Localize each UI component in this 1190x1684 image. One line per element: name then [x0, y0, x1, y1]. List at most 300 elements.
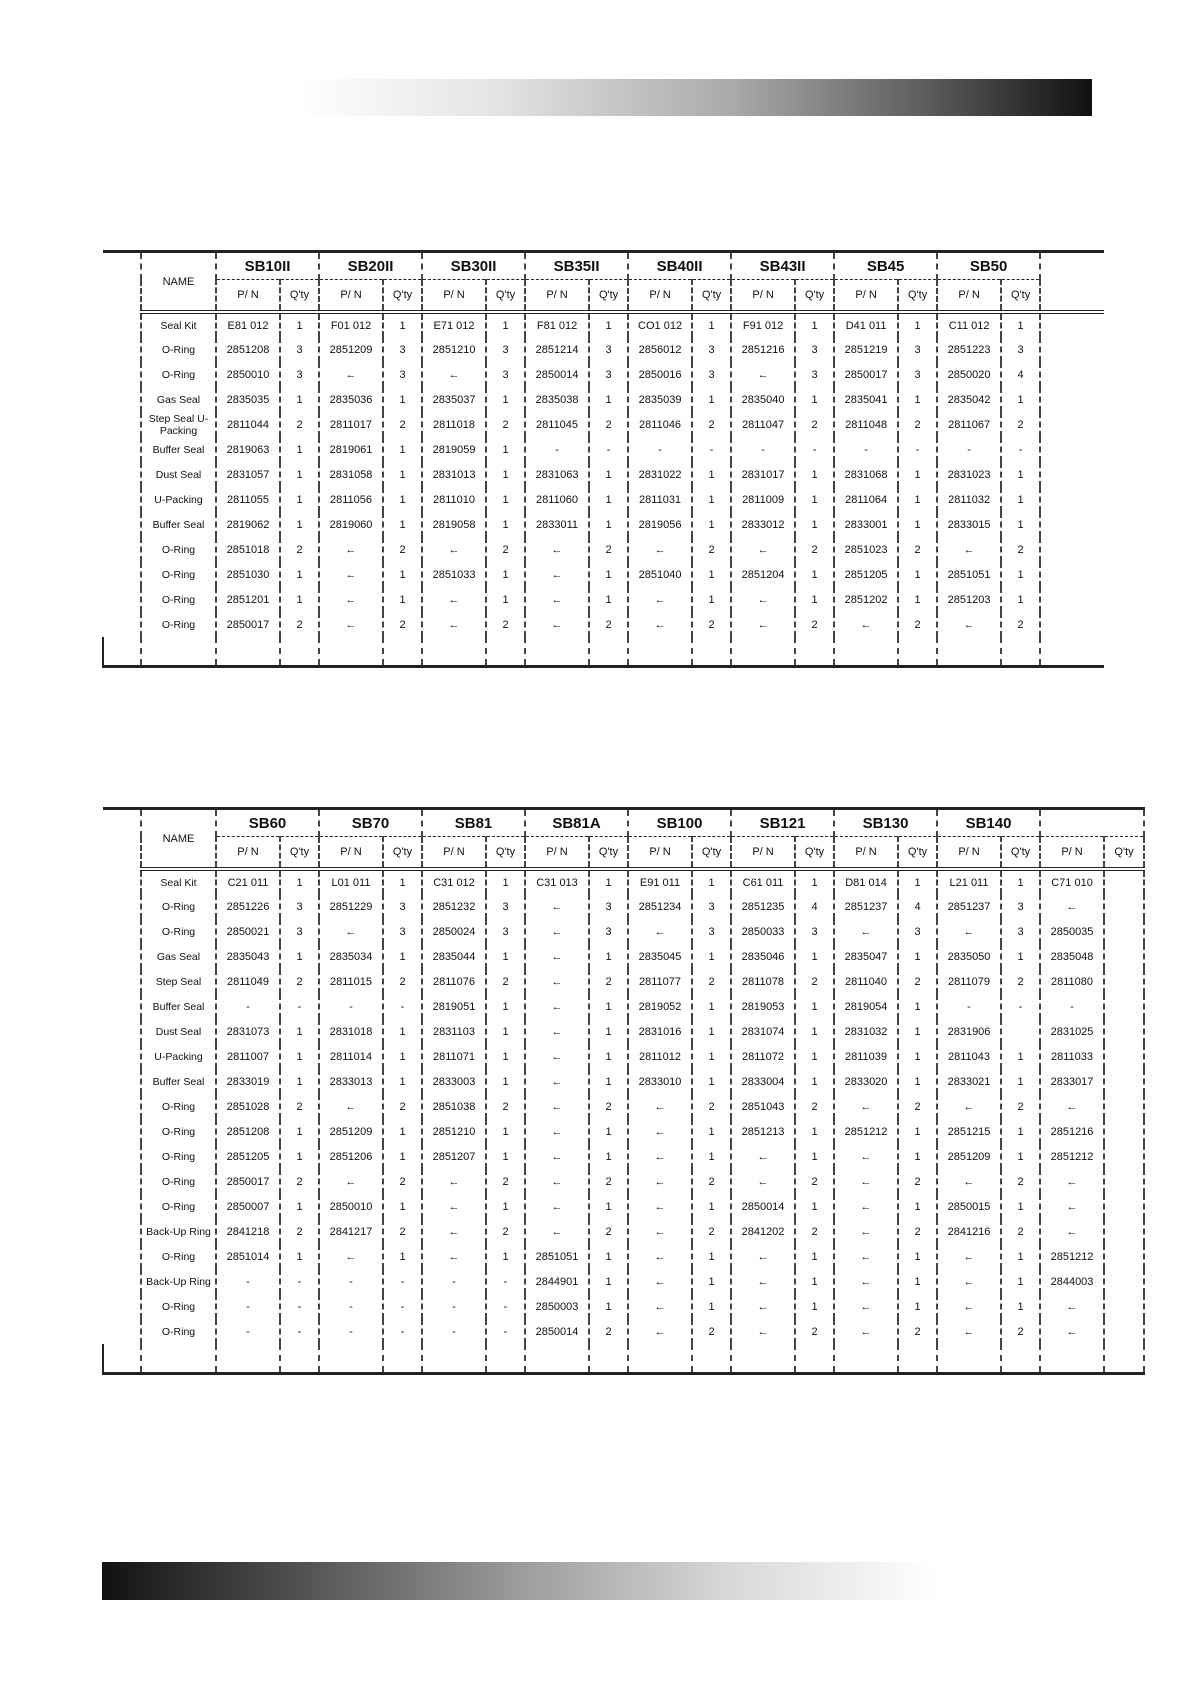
- part-number: 2851212: [1050, 1150, 1094, 1163]
- quantity: 2: [589, 1319, 628, 1344]
- part-name: U-Packing: [141, 487, 216, 512]
- quantity: 1: [692, 512, 731, 537]
- quantity: 1: [486, 869, 525, 894]
- trailing-cell: [1040, 337, 1104, 362]
- part-number: 2851043: [741, 1100, 785, 1113]
- quantity: 1: [383, 512, 422, 537]
- quantity: 1: [795, 587, 834, 612]
- quantity: 1: [589, 1294, 628, 1319]
- part-number: 2851229: [329, 900, 373, 913]
- quantity: 1: [280, 1194, 319, 1219]
- quantity: 1: [898, 1019, 937, 1044]
- quantity: 1: [795, 387, 834, 412]
- quantity: 2: [898, 1219, 937, 1244]
- part-name: Buffer Seal: [141, 994, 216, 1019]
- quantity: 1: [1001, 587, 1040, 612]
- quantity: 4: [1001, 362, 1040, 387]
- quantity: 1: [383, 944, 422, 969]
- quantity: 1: [795, 1244, 834, 1269]
- quantity: 2: [898, 412, 937, 437]
- part-number: ←: [757, 1250, 769, 1263]
- pn-header: P/ N: [319, 280, 383, 313]
- part-number: 2850014: [741, 1200, 785, 1213]
- part-name: O-Ring: [141, 337, 216, 362]
- quantity: 2: [795, 969, 834, 994]
- quantity: 2: [486, 969, 525, 994]
- part-number: -: [864, 443, 868, 456]
- part-number: ←: [1066, 1225, 1078, 1238]
- quantity: 1: [1001, 1069, 1040, 1094]
- quantity: 1: [1001, 387, 1040, 412]
- quantity: 2: [486, 537, 525, 562]
- model-header: SB100: [628, 809, 731, 837]
- quantity: [1104, 969, 1144, 994]
- quantity: 1: [1001, 1119, 1040, 1144]
- table-row: [103, 1244, 1144, 1269]
- quantity: 1: [692, 1069, 731, 1094]
- part-number: ←: [551, 975, 563, 988]
- part-number: 2811076: [432, 975, 475, 988]
- part-name: O-Ring: [141, 362, 216, 387]
- quantity: 2: [383, 1169, 422, 1194]
- quantity: 1: [383, 312, 422, 337]
- part-number: 2819054: [844, 1000, 888, 1013]
- empty-cell: [898, 1344, 937, 1374]
- header-gradient-band: [296, 79, 1092, 116]
- quantity: 3: [795, 919, 834, 944]
- part-number: 2851210: [432, 343, 476, 356]
- table-row: [103, 387, 1104, 412]
- part-number: -: [349, 1000, 353, 1013]
- quantity: 1: [589, 487, 628, 512]
- part-number: 2850020: [947, 368, 991, 381]
- table-row: [103, 994, 1144, 1019]
- part-number: 2851226: [226, 900, 270, 913]
- part-number: 2811079: [948, 975, 991, 988]
- table-row: [103, 944, 1144, 969]
- quantity: 2: [898, 537, 937, 562]
- part-number: 2851216: [1050, 1125, 1094, 1138]
- part-number: 2851237: [844, 900, 888, 913]
- model-header: SB121: [731, 809, 834, 837]
- empty-cell: [280, 1344, 319, 1374]
- part-number: 2851030: [226, 568, 270, 581]
- empty-cell: [141, 637, 216, 667]
- empty-cell: [795, 637, 834, 667]
- part-number: 2851208: [226, 1125, 270, 1138]
- part-number: E81 012: [227, 319, 269, 332]
- part-number: 2811017: [330, 418, 373, 431]
- table-row: [103, 587, 1104, 612]
- empty-cell: [795, 1344, 834, 1374]
- part-number: 2850017: [844, 368, 888, 381]
- part-number: 2851209: [947, 1150, 991, 1163]
- model-header: SB81A: [525, 809, 628, 837]
- quantity: 1: [898, 944, 937, 969]
- part-number: ←: [448, 1175, 460, 1188]
- quantity: 3: [898, 337, 937, 362]
- quantity: [1104, 1019, 1144, 1044]
- quantity: 1: [383, 1244, 422, 1269]
- part-number: ←: [345, 1250, 357, 1263]
- part-name: Buffer Seal: [141, 512, 216, 537]
- quantity: 1: [692, 1194, 731, 1219]
- quantity: 2: [486, 1094, 525, 1119]
- part-number: ←: [551, 1050, 563, 1063]
- part-number: 2851214: [535, 343, 579, 356]
- quantity: 2: [280, 1219, 319, 1244]
- part-number: ←: [757, 1150, 769, 1163]
- quantity: 1: [795, 1019, 834, 1044]
- quantity: 2: [692, 1169, 731, 1194]
- part-number: 2835039: [638, 393, 682, 406]
- quantity: 1: [589, 994, 628, 1019]
- quantity: 1: [486, 562, 525, 587]
- part-number: 2819053: [741, 1000, 785, 1013]
- table-row: [103, 562, 1104, 587]
- lead-cell: [103, 512, 141, 537]
- part-number: F81 012: [536, 319, 578, 332]
- part-number: ←: [448, 1200, 460, 1213]
- quantity: 1: [795, 1294, 834, 1319]
- quantity: 1: [486, 437, 525, 462]
- quantity: 2: [795, 1169, 834, 1194]
- quantity: 1: [1001, 562, 1040, 587]
- part-number: 2850016: [638, 368, 682, 381]
- table-row: [103, 969, 1144, 994]
- quantity: -: [486, 1269, 525, 1294]
- part-number: ←: [448, 368, 460, 381]
- empty-cell: [422, 637, 486, 667]
- quantity: 2: [383, 612, 422, 637]
- quantity: 1: [795, 944, 834, 969]
- quantity: -: [898, 437, 937, 462]
- quantity: 2: [280, 537, 319, 562]
- part-number: ←: [860, 1325, 872, 1338]
- quantity: 2: [486, 1219, 525, 1244]
- lead-cell: [103, 1294, 141, 1319]
- trailing-cell: [1040, 612, 1104, 637]
- part-number: 2851212: [844, 1125, 888, 1138]
- pn-header: P/ N: [834, 280, 898, 313]
- quantity: 1: [486, 1244, 525, 1269]
- quantity: 1: [589, 1244, 628, 1269]
- part-number: 2831057: [226, 468, 270, 481]
- quantity: 3: [280, 919, 319, 944]
- empty-cell: [731, 637, 795, 667]
- part-number: -: [967, 443, 971, 456]
- quantity: 1: [383, 462, 422, 487]
- quantity: 1: [898, 487, 937, 512]
- part-number: 2850010: [329, 1200, 373, 1213]
- quantity: 3: [486, 919, 525, 944]
- part-number: -: [452, 1300, 456, 1313]
- quantity: -: [383, 994, 422, 1019]
- part-number: 2850024: [432, 925, 476, 938]
- quantity: 1: [486, 587, 525, 612]
- quantity: 1: [280, 1069, 319, 1094]
- lead-cell: [103, 312, 141, 337]
- pn-header: P/ N: [525, 280, 589, 313]
- quantity: 2: [589, 412, 628, 437]
- part-number: ←: [757, 593, 769, 606]
- part-number: 2851051: [535, 1250, 579, 1263]
- part-number: D41 011: [845, 319, 887, 332]
- part-number: 2831068: [844, 468, 888, 481]
- part-number: 2831032: [844, 1025, 888, 1038]
- quantity: 1: [280, 587, 319, 612]
- part-number: 2819058: [432, 518, 476, 531]
- part-number: ←: [551, 1150, 563, 1163]
- part-number: 2851033: [432, 568, 476, 581]
- part-number: 2811045: [536, 418, 579, 431]
- part-name: Back-Up Ring: [141, 1219, 216, 1244]
- part-number: ←: [654, 1100, 666, 1113]
- model-header: SB45: [834, 252, 937, 280]
- part-name: O-Ring: [141, 894, 216, 919]
- part-name: O-Ring: [141, 537, 216, 562]
- part-number: -: [658, 443, 662, 456]
- part-name: Buffer Seal: [141, 437, 216, 462]
- quantity: 1: [1001, 487, 1040, 512]
- part-number: 2851202: [844, 593, 888, 606]
- quantity: 2: [383, 412, 422, 437]
- part-number: 2811033: [1051, 1050, 1094, 1063]
- quantity: 1: [383, 1194, 422, 1219]
- table-row: [103, 1019, 1144, 1044]
- quantity: 1: [795, 1194, 834, 1219]
- lead-cell: [103, 537, 141, 562]
- part-number: 2851213: [741, 1125, 785, 1138]
- part-number: CO1 012: [638, 319, 683, 332]
- quantity: 1: [589, 1194, 628, 1219]
- quantity: 1: [1001, 462, 1040, 487]
- part-number: ←: [654, 1200, 666, 1213]
- part-number: ←: [1066, 1175, 1078, 1188]
- pn-header: P/ N: [731, 280, 795, 313]
- part-number: 2831013: [432, 468, 476, 481]
- part-number: -: [452, 1275, 456, 1288]
- quantity: 1: [795, 994, 834, 1019]
- pn-header: P/ N: [937, 837, 1001, 870]
- part-number: 2851234: [638, 900, 682, 913]
- lead-cell: [103, 809, 141, 870]
- empty-cell: [280, 637, 319, 667]
- quantity: 1: [795, 1269, 834, 1294]
- quantity: 1: [692, 944, 731, 969]
- trailing-cell: [1040, 387, 1104, 412]
- quantity: 1: [280, 1244, 319, 1269]
- part-number: ←: [654, 1275, 666, 1288]
- part-number: 2850017: [226, 1175, 270, 1188]
- quantity: 1: [383, 1019, 422, 1044]
- table-row: [103, 512, 1104, 537]
- quantity: 1: [383, 1069, 422, 1094]
- quantity: 1: [692, 1019, 731, 1044]
- part-number: 2851038: [432, 1100, 476, 1113]
- part-number: 2811055: [226, 493, 269, 506]
- quantity: 3: [486, 337, 525, 362]
- part-number: 2811040: [845, 975, 888, 988]
- part-number: ←: [1066, 1300, 1078, 1313]
- part-number: ←: [654, 1125, 666, 1138]
- empty-cell: [525, 637, 589, 667]
- part-number: ←: [860, 1100, 872, 1113]
- lead-cell: [103, 1194, 141, 1219]
- quantity: 1: [486, 1144, 525, 1169]
- part-number: 2833011: [536, 518, 579, 531]
- qty-header: Q'ty: [898, 280, 937, 313]
- lead-cell: [103, 1094, 141, 1119]
- part-number: C11 012: [948, 319, 990, 332]
- part-number: 2831063: [535, 468, 579, 481]
- part-number: 2811012: [639, 1050, 682, 1063]
- quantity: 1: [280, 512, 319, 537]
- qty-header: Q'ty: [280, 280, 319, 313]
- quantity: 2: [280, 1169, 319, 1194]
- lead-cell: [103, 1144, 141, 1169]
- part-number: ←: [345, 568, 357, 581]
- table-row: [103, 312, 1104, 337]
- part-number: ←: [860, 1225, 872, 1238]
- empty-cell: [1104, 1344, 1144, 1374]
- part-number: 2811064: [845, 493, 888, 506]
- part-number: ←: [963, 1175, 975, 1188]
- quantity: 2: [383, 969, 422, 994]
- part-number: 2835047: [844, 950, 888, 963]
- part-number: ←: [551, 950, 563, 963]
- quantity: -: [795, 437, 834, 462]
- quantity: 2: [589, 537, 628, 562]
- part-number: 2851209: [329, 1125, 373, 1138]
- quantity: 2: [692, 969, 731, 994]
- part-number: 2850003: [535, 1300, 579, 1313]
- quantity: 1: [486, 312, 525, 337]
- quantity: 1: [898, 312, 937, 337]
- qty-header: Q'ty: [383, 837, 422, 870]
- quantity: 3: [280, 362, 319, 387]
- part-number: 2819059: [432, 443, 476, 456]
- part-number: ←: [345, 1175, 357, 1188]
- quantity: 1: [898, 512, 937, 537]
- lead-cell: [103, 1169, 141, 1194]
- part-number: 2811077: [639, 975, 682, 988]
- part-number: F01 012: [330, 319, 372, 332]
- part-number: ←: [654, 1250, 666, 1263]
- part-number: 2856012: [638, 343, 682, 356]
- quantity: -: [280, 1319, 319, 1344]
- quantity: 1: [692, 1144, 731, 1169]
- quantity: 1: [1001, 1044, 1040, 1069]
- trailing-cell: [1040, 437, 1104, 462]
- table-row: [103, 487, 1104, 512]
- quantity: [1001, 1019, 1040, 1044]
- quantity: 2: [1001, 1169, 1040, 1194]
- part-number: C21 011: [227, 876, 269, 889]
- empty-cell: [692, 1344, 731, 1374]
- quantity: 3: [692, 362, 731, 387]
- lead-cell: [103, 362, 141, 387]
- empty-cell: [1040, 1344, 1104, 1374]
- quantity: 3: [692, 919, 731, 944]
- quantity: 1: [486, 462, 525, 487]
- part-number: 2851040: [638, 568, 682, 581]
- quantity: 2: [280, 412, 319, 437]
- quantity: 2: [1001, 537, 1040, 562]
- part-number: 2831022: [638, 468, 682, 481]
- part-number: 2835048: [1050, 950, 1094, 963]
- quantity: 1: [692, 1044, 731, 1069]
- quantity: [1104, 1219, 1144, 1244]
- part-number: ←: [654, 1300, 666, 1313]
- part-number: 2819062: [226, 518, 270, 531]
- part-number: ←: [757, 1325, 769, 1338]
- name-column-header: NAME: [141, 252, 216, 313]
- part-number: 2835036: [329, 393, 373, 406]
- quantity: 1: [280, 387, 319, 412]
- model-header: SB40II: [628, 252, 731, 280]
- quantity: 1: [795, 1144, 834, 1169]
- quantity: 3: [692, 894, 731, 919]
- empty-cell: [628, 1344, 692, 1374]
- part-number: ←: [345, 368, 357, 381]
- part-name: Step Seal U-Packing: [141, 412, 216, 437]
- part-number: -: [349, 1325, 353, 1338]
- qty-header: Q'ty: [692, 837, 731, 870]
- part-number: ←: [654, 593, 666, 606]
- quantity: 1: [383, 437, 422, 462]
- qty-header: Q'ty: [589, 280, 628, 313]
- quantity: 1: [280, 1019, 319, 1044]
- part-number: ←: [551, 1000, 563, 1013]
- quantity: 2: [589, 1169, 628, 1194]
- part-number: ←: [551, 1025, 563, 1038]
- part-name: Gas Seal: [141, 944, 216, 969]
- quantity: 1: [692, 462, 731, 487]
- part-number: ←: [860, 1250, 872, 1263]
- part-number: L01 011: [331, 876, 371, 889]
- quantity: -: [1001, 437, 1040, 462]
- part-number: -: [452, 1325, 456, 1338]
- quantity: 2: [898, 969, 937, 994]
- quantity: 1: [589, 1119, 628, 1144]
- part-name: O-Ring: [141, 1194, 216, 1219]
- empty-cell: [319, 1344, 383, 1374]
- empty-cell: [834, 637, 898, 667]
- part-number: 2811014: [329, 1050, 372, 1063]
- quantity: 3: [486, 894, 525, 919]
- pn-header: P/ N: [731, 837, 795, 870]
- part-number: ←: [757, 1300, 769, 1313]
- quantity: 1: [898, 1119, 937, 1144]
- part-number: 2851212: [1050, 1250, 1094, 1263]
- quantity: 1: [898, 1044, 937, 1069]
- quantity: 1: [589, 587, 628, 612]
- part-number: 2811046: [639, 418, 682, 431]
- part-name: Gas Seal: [141, 387, 216, 412]
- part-number: 2831016: [638, 1025, 682, 1038]
- part-number: 2811044: [226, 418, 269, 431]
- part-number: 2850021: [226, 925, 270, 938]
- pn-header: P/ N: [834, 837, 898, 870]
- quantity: 2: [898, 1319, 937, 1344]
- quantity: 1: [589, 1069, 628, 1094]
- lead-cell: [103, 1044, 141, 1069]
- part-number: 2841202: [741, 1225, 785, 1238]
- quantity: 1: [589, 512, 628, 537]
- quantity: 1: [692, 994, 731, 1019]
- quantity: 2: [795, 537, 834, 562]
